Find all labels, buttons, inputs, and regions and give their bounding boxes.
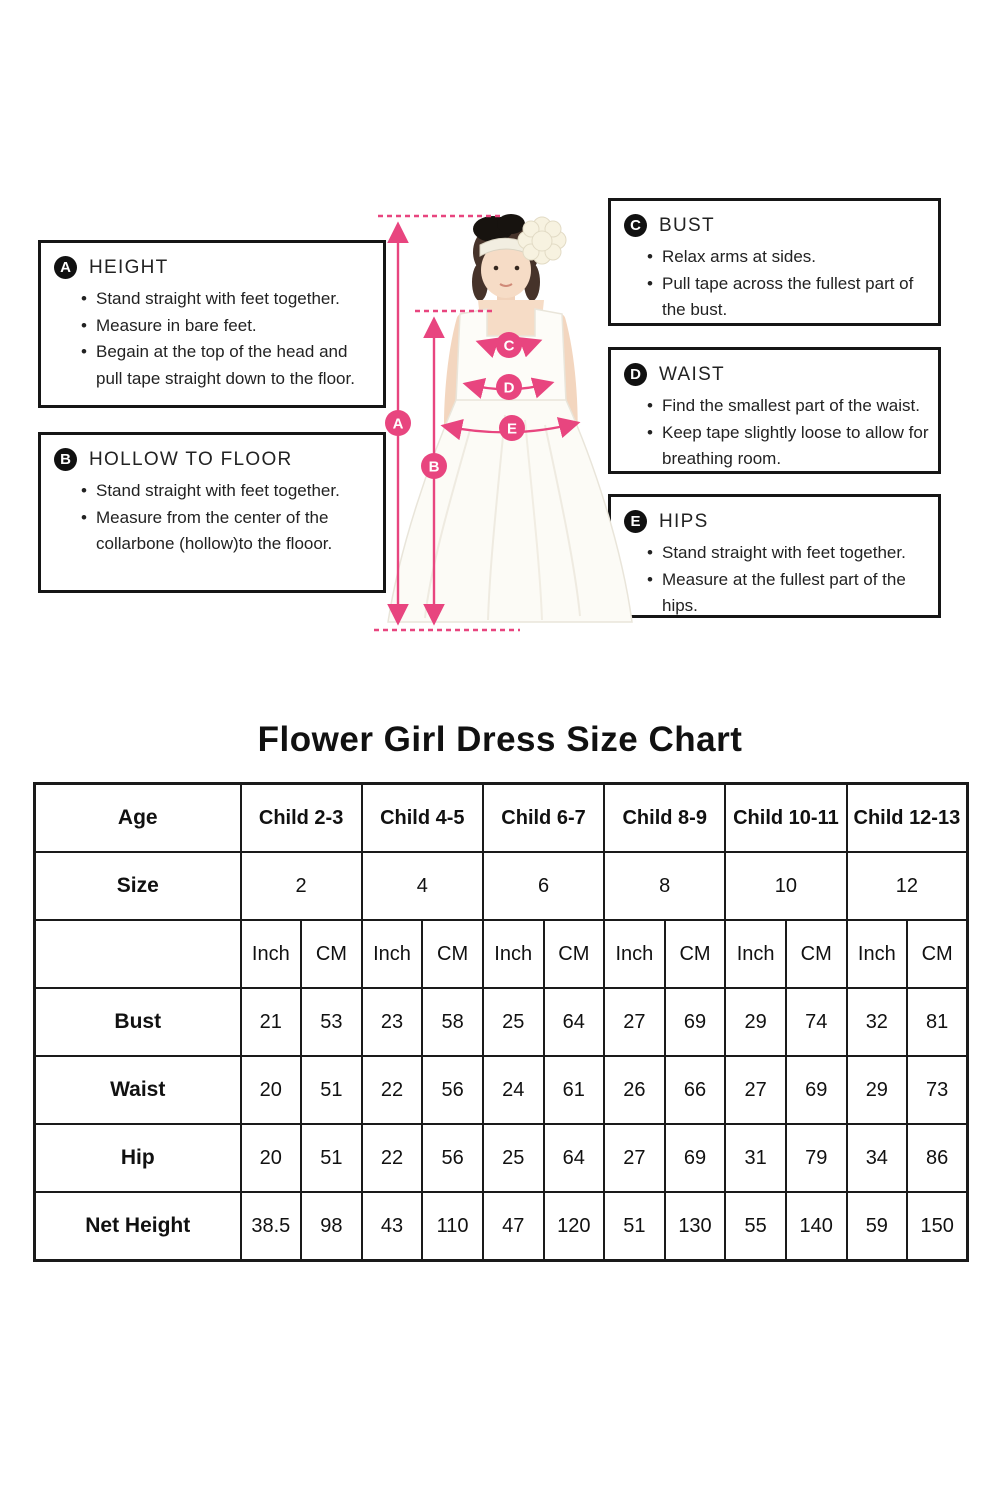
measurement-value-cell: 79 xyxy=(786,1124,847,1192)
age-group-cell: Child 6-7 xyxy=(483,784,604,853)
size-chart-title: Flower Girl Dress Size Chart xyxy=(257,720,743,759)
measurement-value-cell: 69 xyxy=(665,1124,726,1192)
measurement-value-cell: 29 xyxy=(725,988,786,1056)
marker-c-badge: C xyxy=(624,214,647,237)
marker-e-figure-badge: E xyxy=(506,420,518,438)
measurement-row-label: Hip xyxy=(35,1124,241,1192)
measurement-value-cell: 20 xyxy=(241,1056,302,1124)
flower-ornament xyxy=(518,217,566,264)
size-value-cell: 4 xyxy=(362,852,483,920)
measurement-value-cell: 24 xyxy=(483,1056,544,1124)
size-value-cell: 10 xyxy=(725,852,846,920)
measurement-value-cell: 130 xyxy=(665,1192,726,1261)
measurement-value-cell: 55 xyxy=(725,1192,786,1261)
measurement-value-cell: 58 xyxy=(422,988,483,1056)
marker-a-figure-badge: A xyxy=(392,415,404,433)
size-value-cell: 12 xyxy=(847,852,968,920)
measurement-value-cell: 38.5 xyxy=(241,1192,302,1261)
unit-header-cell: Inch xyxy=(483,920,544,988)
table-row-bust xyxy=(35,988,968,1056)
instruction-bullet: • Stand straight with feet together. xyxy=(81,286,375,313)
unit-header-cell: Inch xyxy=(362,920,423,988)
measurement-value-cell: 27 xyxy=(604,1124,665,1192)
unit-header-cell: CM xyxy=(422,920,483,988)
measurement-value-cell: 69 xyxy=(665,988,726,1056)
instruction-bullet: • Begain at the top of the head and pull tape straight down to the floor. xyxy=(81,339,375,392)
size-chart-table xyxy=(33,782,969,1262)
measurement-value-cell: 86 xyxy=(907,1124,968,1192)
table-row-waist xyxy=(35,1056,968,1124)
size-chart-table-body xyxy=(35,784,968,1261)
instruction-list xyxy=(611,540,938,620)
marker-a-badge: A xyxy=(54,256,77,279)
measurement-value-cell: 25 xyxy=(483,988,544,1056)
instruction-title-hips: HIPS xyxy=(659,510,709,532)
measurement-value-cell: 110 xyxy=(422,1192,483,1261)
instruction-title-hollow-to-floor: HOLLOW TO FLOOR xyxy=(89,448,293,470)
measurement-value-cell: 74 xyxy=(786,988,847,1056)
instruction-bullet: • Stand straight with feet together. xyxy=(647,540,930,567)
measurement-value-cell: 31 xyxy=(725,1124,786,1192)
measurement-figure xyxy=(352,193,648,653)
measurement-value-cell: 23 xyxy=(362,988,423,1056)
measurement-value-cell: 32 xyxy=(847,988,908,1056)
measurement-value-cell: 51 xyxy=(301,1056,362,1124)
marker-b-badge: B xyxy=(54,448,77,471)
unit-header-cell: CM xyxy=(544,920,605,988)
marker-d-figure-badge: D xyxy=(503,379,515,397)
unit-header-cell: Inch xyxy=(847,920,908,988)
size-value-cell: 6 xyxy=(483,852,604,920)
measurement-row-label: Bust xyxy=(35,988,241,1056)
age-group-cell: Child 8-9 xyxy=(604,784,725,853)
measurement-value-cell: 27 xyxy=(604,988,665,1056)
age-group-cell: Child 2-3 xyxy=(241,784,362,853)
instruction-bullet: • Measure at the fullest part of the hips. xyxy=(647,567,930,620)
measurement-value-cell: 61 xyxy=(544,1056,605,1124)
size-row-label: Size xyxy=(35,852,241,920)
measurement-value-cell: 64 xyxy=(544,1124,605,1192)
size-value-cell: 2 xyxy=(241,852,362,920)
marker-b-figure-badge: B xyxy=(428,458,440,476)
instruction-box-hollow-to-floor xyxy=(38,432,386,593)
size-value-cell: 8 xyxy=(604,852,725,920)
measurement-value-cell: 26 xyxy=(604,1056,665,1124)
measurement-value-cell: 140 xyxy=(786,1192,847,1261)
measurement-row-label: Net Height xyxy=(35,1192,241,1261)
marker-c-figure-badge: C xyxy=(503,337,515,355)
measurement-value-cell: 59 xyxy=(847,1192,908,1261)
measurement-value-cell: 43 xyxy=(362,1192,423,1261)
instruction-box-height xyxy=(38,240,386,408)
measurement-value-cell: 56 xyxy=(422,1056,483,1124)
instruction-bullet: • Stand straight with feet together. xyxy=(81,478,375,505)
measurement-value-cell: 69 xyxy=(786,1056,847,1124)
measurement-value-cell: 22 xyxy=(362,1056,423,1124)
instruction-bullet: • Measure in bare feet. xyxy=(81,313,375,340)
measurement-value-cell: 21 xyxy=(241,988,302,1056)
measurement-value-cell: 56 xyxy=(422,1124,483,1192)
instruction-box-waist xyxy=(608,347,941,474)
marker-d-badge: D xyxy=(624,363,647,386)
instruction-title-height: HEIGHT xyxy=(89,256,169,278)
measurement-value-cell: 51 xyxy=(604,1192,665,1261)
marker-e-badge: E xyxy=(624,510,647,533)
instruction-list xyxy=(41,478,383,558)
instruction-list xyxy=(41,286,383,392)
unit-header-cell: CM xyxy=(907,920,968,988)
unit-header-cell: CM xyxy=(786,920,847,988)
instruction-bullet: • Pull tape across the fullest part of the bust. xyxy=(647,271,930,324)
measurement-value-cell: 25 xyxy=(483,1124,544,1192)
measurement-value-cell: 27 xyxy=(725,1056,786,1124)
units-row-empty-label xyxy=(35,920,241,988)
table-row-age xyxy=(35,784,968,853)
instruction-bullet: • Keep tape slightly loose to allow for breathing room. xyxy=(647,420,930,473)
unit-header-cell: Inch xyxy=(604,920,665,988)
measurement-value-cell: 120 xyxy=(544,1192,605,1261)
instruction-bullet: • Relax arms at sides. xyxy=(647,244,930,271)
measurement-value-cell: 150 xyxy=(907,1192,968,1261)
measurement-value-cell: 53 xyxy=(301,988,362,1056)
measurement-value-cell: 73 xyxy=(907,1056,968,1124)
measurement-value-cell: 51 xyxy=(301,1124,362,1192)
table-row-size xyxy=(35,852,968,920)
unit-header-cell: CM xyxy=(665,920,726,988)
unit-header-cell: Inch xyxy=(241,920,302,988)
unit-header-cell: CM xyxy=(301,920,362,988)
measurement-value-cell: 47 xyxy=(483,1192,544,1261)
age-group-cell: Child 4-5 xyxy=(362,784,483,853)
measurement-value-cell: 81 xyxy=(907,988,968,1056)
instruction-bullet: • Find the smallest part of the waist. xyxy=(647,393,930,420)
table-row-hip xyxy=(35,1124,968,1192)
age-group-cell: Child 12-13 xyxy=(847,784,968,853)
measurement-value-cell: 20 xyxy=(241,1124,302,1192)
age-row-label: Age xyxy=(35,784,241,853)
measurement-row-label: Waist xyxy=(35,1056,241,1124)
measurement-value-cell: 98 xyxy=(301,1192,362,1261)
instruction-title-waist: WAIST xyxy=(659,363,725,385)
table-row-net-height xyxy=(35,1192,968,1261)
instruction-list xyxy=(611,393,938,473)
measurement-value-cell: 66 xyxy=(665,1056,726,1124)
instruction-box-bust xyxy=(608,198,941,326)
instruction-list xyxy=(611,244,938,324)
instruction-title-bust: BUST xyxy=(659,214,715,236)
instruction-bullet: • Measure from the center of the collarbone (hollow)to the flooor. xyxy=(81,505,375,558)
measurement-value-cell: 64 xyxy=(544,988,605,1056)
measurement-value-cell: 29 xyxy=(847,1056,908,1124)
unit-header-cell: Inch xyxy=(725,920,786,988)
instruction-box-hips xyxy=(608,494,941,618)
measurement-value-cell: 34 xyxy=(847,1124,908,1192)
table-row-units xyxy=(35,920,968,988)
measurement-value-cell: 22 xyxy=(362,1124,423,1192)
age-group-cell: Child 10-11 xyxy=(725,784,846,853)
